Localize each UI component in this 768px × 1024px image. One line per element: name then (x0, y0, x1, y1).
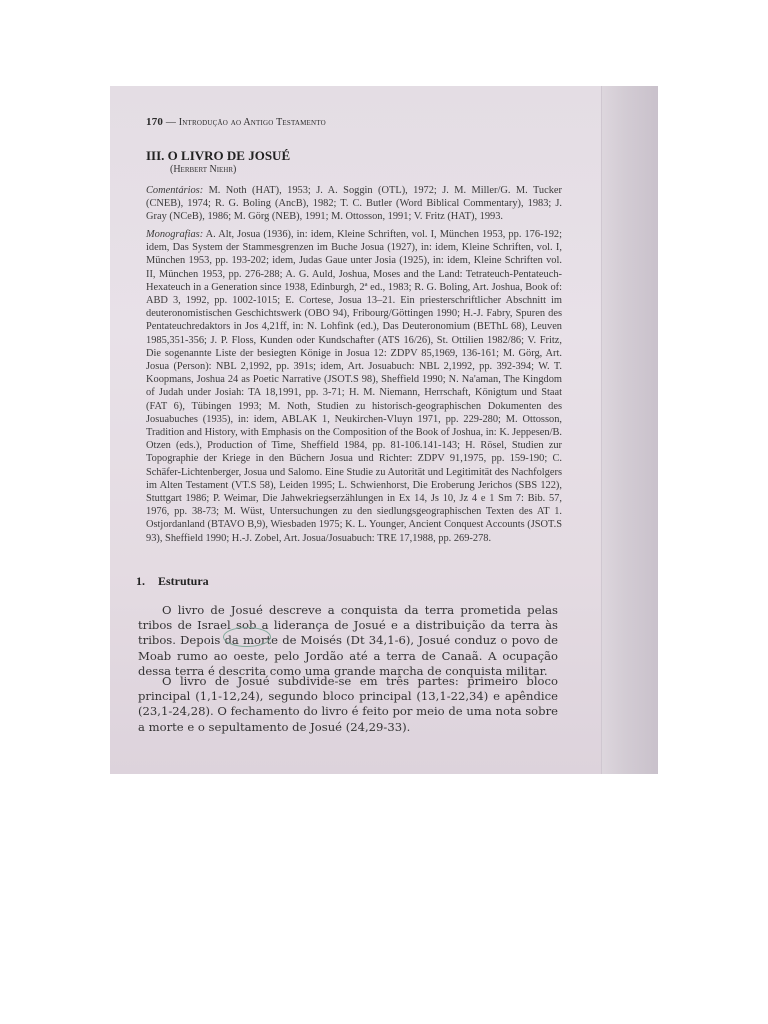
commentaries-text: M. Noth (HAT), 1953; J. A. Soggin (OTL), 1972; J. M. Miller/G. M. Tucker (CNEB), 1974; R. G. Boling (AncB), 1982; T. C. Butler (Word Biblical Commentary), 1983; J. Gray (NCeB), 1986; M. Görg (NEB), 1991; M. Ottosson, 1991; V. Fritz (HAT), 1993. (146, 185, 562, 223)
commentaries-label: Comentários: (146, 185, 204, 196)
running-title: Introdução ao Antigo Testamento (178, 117, 326, 128)
paragraph-1: O livro de Josué descreve a conquista da terra prometida pelas tribos de Israel sob a liderança de Josué e a distribuição da terra às tribos. Depois da morte de Moisés (Dt 34,1-6), Josué conduz o povo de Moab rumo ao oeste, pelo Jordão até a terra de Canaã. A ocupação dessa terra é descrita como uma grande marcha de conquista militar. (138, 603, 558, 678)
section-title: Estrutura (158, 574, 209, 588)
monographs-label: Monografias: (146, 229, 204, 240)
paragraph-2: O livro de Josué subdivide-se em três partes: primeiro bloco principal (1,1-12,24), segundo bloco principal (13,1-22,34) e apêndice (23,1-24,28). O fechamento do livro é feito por meio de uma nota sobre a morte e o sepultamento de Josué (24,29-33). (138, 674, 558, 734)
running-header (146, 116, 326, 128)
chapter-title: III. O LIVRO DE JOSUÉ (146, 148, 291, 163)
handwritten-circle-mark (223, 627, 271, 647)
page-edge-shadow (601, 86, 658, 774)
monographs-block (146, 228, 562, 545)
page-number: 170 (146, 116, 164, 128)
page-photo (110, 86, 658, 774)
header-dash: — (165, 117, 177, 128)
chapter-author: (Herbert Niehr) (170, 164, 237, 175)
section-heading (136, 574, 209, 589)
commentaries-block (146, 184, 562, 224)
section-number: 1. (136, 574, 145, 588)
monographs-text: A. Alt, Josua (1936), in: idem, Kleine Schriften, vol. I, München 1953, pp. 176-192; idem, Das System der Stammesgrenzen im Buche Josua (1927), in: idem, Kleine Schriften, vol. I, München 1953, pp. 193-202; idem, Judas Gaue unter Josia (1925), in: idem, Kleine Schriften vol. II, München 1953, pp. 276-288; A. G. Auld, Joshua, Moses and the Land: Tetrateuch-Pentateuch-Hexateuch in a Generation since 1938, Edinburgh, 2ª ed., 1983; R. G. Boling, Art. Joshua, Book of: ABD 3, 1992, pp. 1002-1015; E. Cortese, Josua 13–21. Ein priesterschriftlicher Abschnitt im deuteronomistischen Geschichtswerk (OBO 94), Fribourg/Göttingen 1990; H.-J. Fabry, Spuren des Pentateuchredaktors in Jos 4,21ff, in: N. Lohfink (ed.), Das Deuteronomium (BEThL 68), Leuven 1985,351-356; J. P. Floss, Kunden oder Kundschafter (ATS 16/26), St. Ottilien 1982/86; V. Fritz, Die sogenannte Liste der besiegten Könige in Josua 12: ZDPV 85,1969, 136-161; M. Görg, Art. Josua (Person): NBL 2,1992, pp. 391s; idem, Art. Josuabuch: NBL 2,1992, pp. 392-394; W. T. Koopmans, Joshua 24 as Poetic Narrative (JSOT.S 98), Sheffield 1990; N. Na'aman, The Kingdom of Judah under Josiah: TA 18,1991, pp. 3-71; H. M. Niemann, Herrschaft, Königtum und Staat (FAT 6), Tübingen 1993; M. Noth, Studien zu historisch-geographischen Dokumenten des Josuabuches (1935), in: idem, ABLAK 1, Neukirchen-Vluyn 1971, pp. 229-280; M. Ottosson, Tradition and History, with Emphasis on the Composition of the Book of Joshua, in: K. Jeppesen/B. Otzen (eds.), Production of Time, Sheffield 1984, pp. 81-106.141-143; H. Rösel, Studien zur Topographie der Kriege in den Büchern Josua und Richter: ZDPV 91,1975, pp. 159-190; C. Schäfer-Lichtenberger, Josua und Salomo. Eine Studie zu Autorität und Legitimität des Nachfolgers im Alten Testament (VT.S 58), Leiden 1995; L. Schwienhorst, Die Eroberung Jerichos (SBS 122), Stuttgart 1986; P. Weimar, Die Jahwekriegserzählungen in Ex 14, Js 10, Jz 4 e 1 Sm 7: Bib. 57, 1976, pp. 38-73; M. Wüst, Untersuchungen zu den siedlungsgeographischen Texten des AT 1. Ostjordanland (BTAVO B,9), Wiesbaden 1975; K. L. Younger, Ancient Conquest Accounts (JSOT.S 93), Sheffield 1990; H.-J. Zobel, Art. Josua/Josuabuch: TRE 17,1988, pp. 269-278. (146, 229, 562, 544)
